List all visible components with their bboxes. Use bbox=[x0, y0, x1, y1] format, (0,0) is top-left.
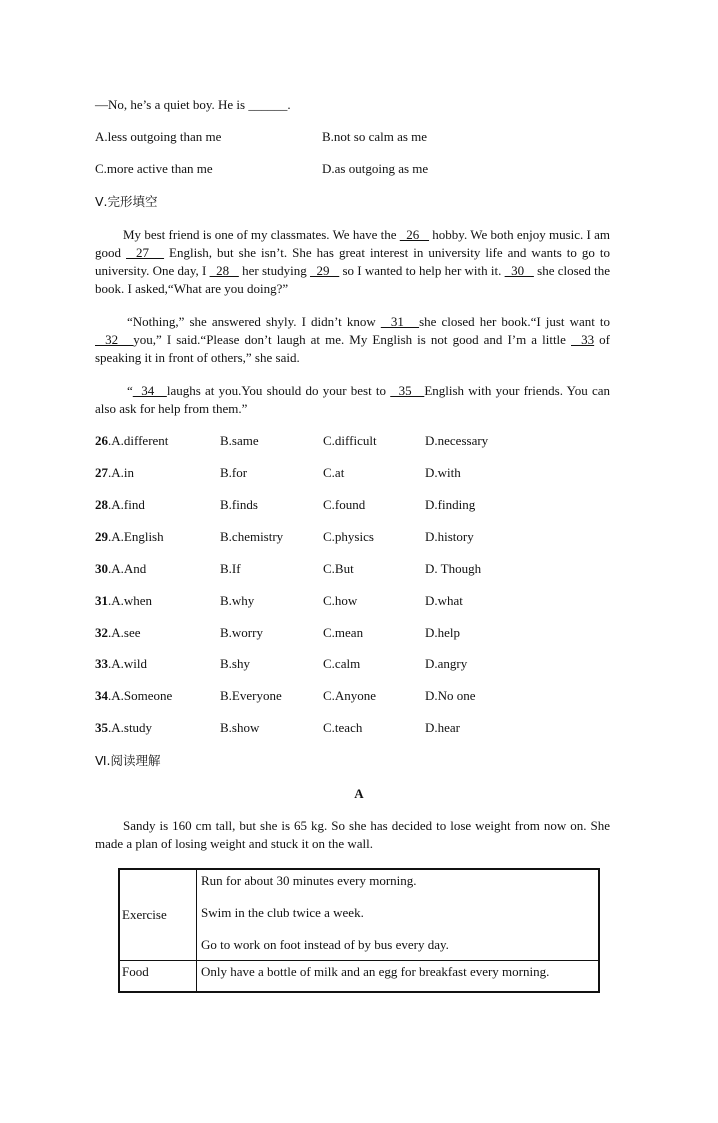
question-row bbox=[95, 432, 615, 450]
p1-text-6: she closed the book. I asked,“What are you doing?” bbox=[95, 263, 611, 296]
exercise-cell bbox=[197, 869, 600, 961]
question-row bbox=[95, 624, 615, 642]
option-d: D.help bbox=[425, 625, 461, 640]
question-row bbox=[95, 464, 615, 482]
option-a: .A.English bbox=[108, 529, 164, 544]
prev-option-b: B.not so calm as me bbox=[322, 129, 428, 144]
p3-text-2: laughs at you.You should do your best to bbox=[166, 383, 391, 398]
prev-option-a: A.less outgoing than me bbox=[95, 129, 222, 144]
option-c: C.physics bbox=[323, 529, 374, 544]
prev-option-d: D.as outgoing as me bbox=[322, 161, 429, 176]
p1-text-5: so I wanted to help her with it. bbox=[339, 263, 505, 278]
question-row bbox=[95, 560, 615, 578]
reading-intro-text: Sandy is 160 cm tall, but she is 65 kg. So she has decided to lose weight from now on. She made a plan of losing weight and stuck it on the wall. bbox=[95, 818, 610, 851]
option-b: B.shy bbox=[220, 656, 250, 671]
option-d: D.hear bbox=[425, 720, 461, 735]
option-b: B.If bbox=[220, 561, 241, 576]
p2-text-4: of speaking it in front of others,” she said. bbox=[95, 332, 611, 365]
question-number: 26 bbox=[95, 433, 108, 448]
exercise-row bbox=[119, 869, 599, 961]
p1-text-2: hobby. We both enjoy music. I am good bbox=[95, 227, 611, 260]
question-number: 28 bbox=[95, 497, 108, 512]
question-number: 27 bbox=[95, 465, 108, 480]
question-row bbox=[95, 719, 615, 737]
option-a: .A.And bbox=[108, 561, 147, 576]
blank-31: 31 bbox=[380, 314, 420, 329]
option-b: B.for bbox=[220, 465, 248, 480]
option-a: .A.study bbox=[108, 720, 153, 735]
question-number: 31 bbox=[95, 593, 108, 608]
passage-label: A bbox=[354, 786, 364, 801]
p2-text-1: “Nothing,” she answered shyly. I didn’t know bbox=[127, 314, 381, 329]
option-c: C.But bbox=[323, 561, 354, 576]
prev-question-dialog: —No, he’s a quiet boy. He is ______. bbox=[95, 97, 291, 112]
p1-text-4: her studying bbox=[238, 263, 310, 278]
question-row bbox=[95, 496, 615, 514]
option-d: D.No one bbox=[425, 688, 476, 703]
p1-text-1: My best friend is one of my classmates. We have the bbox=[123, 227, 400, 242]
option-c: C.Anyone bbox=[323, 688, 377, 703]
question-row bbox=[95, 655, 615, 673]
reading-intro bbox=[95, 817, 610, 853]
section5-title: Ⅴ.完形填空 bbox=[95, 194, 158, 209]
option-a: .A.wild bbox=[108, 656, 147, 671]
question-number: 29 bbox=[95, 529, 108, 544]
option-b: B.worry bbox=[220, 625, 263, 640]
blank-33: 33 bbox=[571, 332, 595, 347]
question-row bbox=[95, 528, 615, 546]
blank-32: 32 bbox=[95, 332, 134, 347]
blank-28: 28 bbox=[209, 263, 239, 278]
option-b: B.show bbox=[220, 720, 260, 735]
p1-text-3: English, but she isn’t. She has great interest in university life and wants to go to university. One day, I bbox=[95, 245, 611, 278]
option-a: .A.different bbox=[108, 433, 169, 448]
p2-text-3: you,” I said.“Please don’t laugh at me. My English is not good and I’m a little bbox=[133, 332, 571, 347]
option-b: B.same bbox=[220, 433, 259, 448]
option-d: D.angry bbox=[425, 656, 468, 671]
question-number: 35 bbox=[95, 720, 108, 735]
p3-text-3: English with your friends. You can also ask for help from them.” bbox=[95, 383, 611, 416]
blank-30: 30 bbox=[504, 263, 534, 278]
blank-26: 26 bbox=[399, 227, 430, 242]
exercise-item: Go to work on foot instead of by bus every day. bbox=[201, 937, 449, 952]
option-d: D.finding bbox=[425, 497, 476, 512]
option-d: D.necessary bbox=[425, 433, 489, 448]
question-row bbox=[95, 687, 615, 705]
option-c: C.how bbox=[323, 593, 358, 608]
option-c: C.teach bbox=[323, 720, 363, 735]
option-c: C.mean bbox=[323, 625, 364, 640]
option-d: D.history bbox=[425, 529, 474, 544]
option-c: C.calm bbox=[323, 656, 361, 671]
blank-27: 27 bbox=[126, 245, 165, 260]
option-a: .A.find bbox=[108, 497, 145, 512]
option-b: B.Everyone bbox=[220, 688, 282, 703]
option-b: B.why bbox=[220, 593, 255, 608]
option-a: .A.Someone bbox=[108, 688, 173, 703]
cloze-paragraph-1 bbox=[95, 226, 610, 298]
exercise-item: Swim in the club twice a week. bbox=[201, 905, 364, 920]
question-number: 32 bbox=[95, 625, 108, 640]
question-number: 30 bbox=[95, 561, 108, 576]
p2-text-2: she closed her book.“I just want to bbox=[419, 314, 611, 329]
food-label: Food bbox=[119, 961, 197, 993]
cloze-paragraph-2 bbox=[95, 313, 610, 367]
prev-option-c: C.more active than me bbox=[95, 161, 213, 176]
option-b: B.finds bbox=[220, 497, 258, 512]
exercise-label: Exercise bbox=[119, 869, 197, 961]
food-row bbox=[119, 961, 599, 993]
weight-loss-plan-table bbox=[118, 868, 600, 993]
option-a: .A.in bbox=[108, 465, 134, 480]
option-d: D.what bbox=[425, 593, 463, 608]
section6-title: Ⅵ.阅读理解 bbox=[95, 753, 161, 768]
option-a: .A.when bbox=[108, 593, 153, 608]
option-c: C.at bbox=[323, 465, 345, 480]
option-a: .A.see bbox=[108, 625, 141, 640]
question-number: 33 bbox=[95, 656, 108, 671]
cloze-paragraph-3 bbox=[95, 382, 610, 418]
food-cell: Only have a bottle of milk and an egg for breakfast every morning. bbox=[197, 961, 600, 993]
option-b: B.chemistry bbox=[220, 529, 284, 544]
blank-29: 29 bbox=[309, 263, 340, 278]
question-row bbox=[95, 592, 615, 610]
option-d: D.with bbox=[425, 465, 461, 480]
exercise-item: Run for about 30 minutes every morning. bbox=[201, 873, 417, 888]
option-d: D. Though bbox=[425, 561, 482, 576]
question-number: 34 bbox=[95, 688, 108, 703]
option-c: C.difficult bbox=[323, 433, 377, 448]
option-c: C.found bbox=[323, 497, 366, 512]
p3-text-1: “ bbox=[127, 383, 133, 398]
blank-35: 35 bbox=[390, 383, 425, 398]
blank-34: 34 bbox=[132, 383, 167, 398]
